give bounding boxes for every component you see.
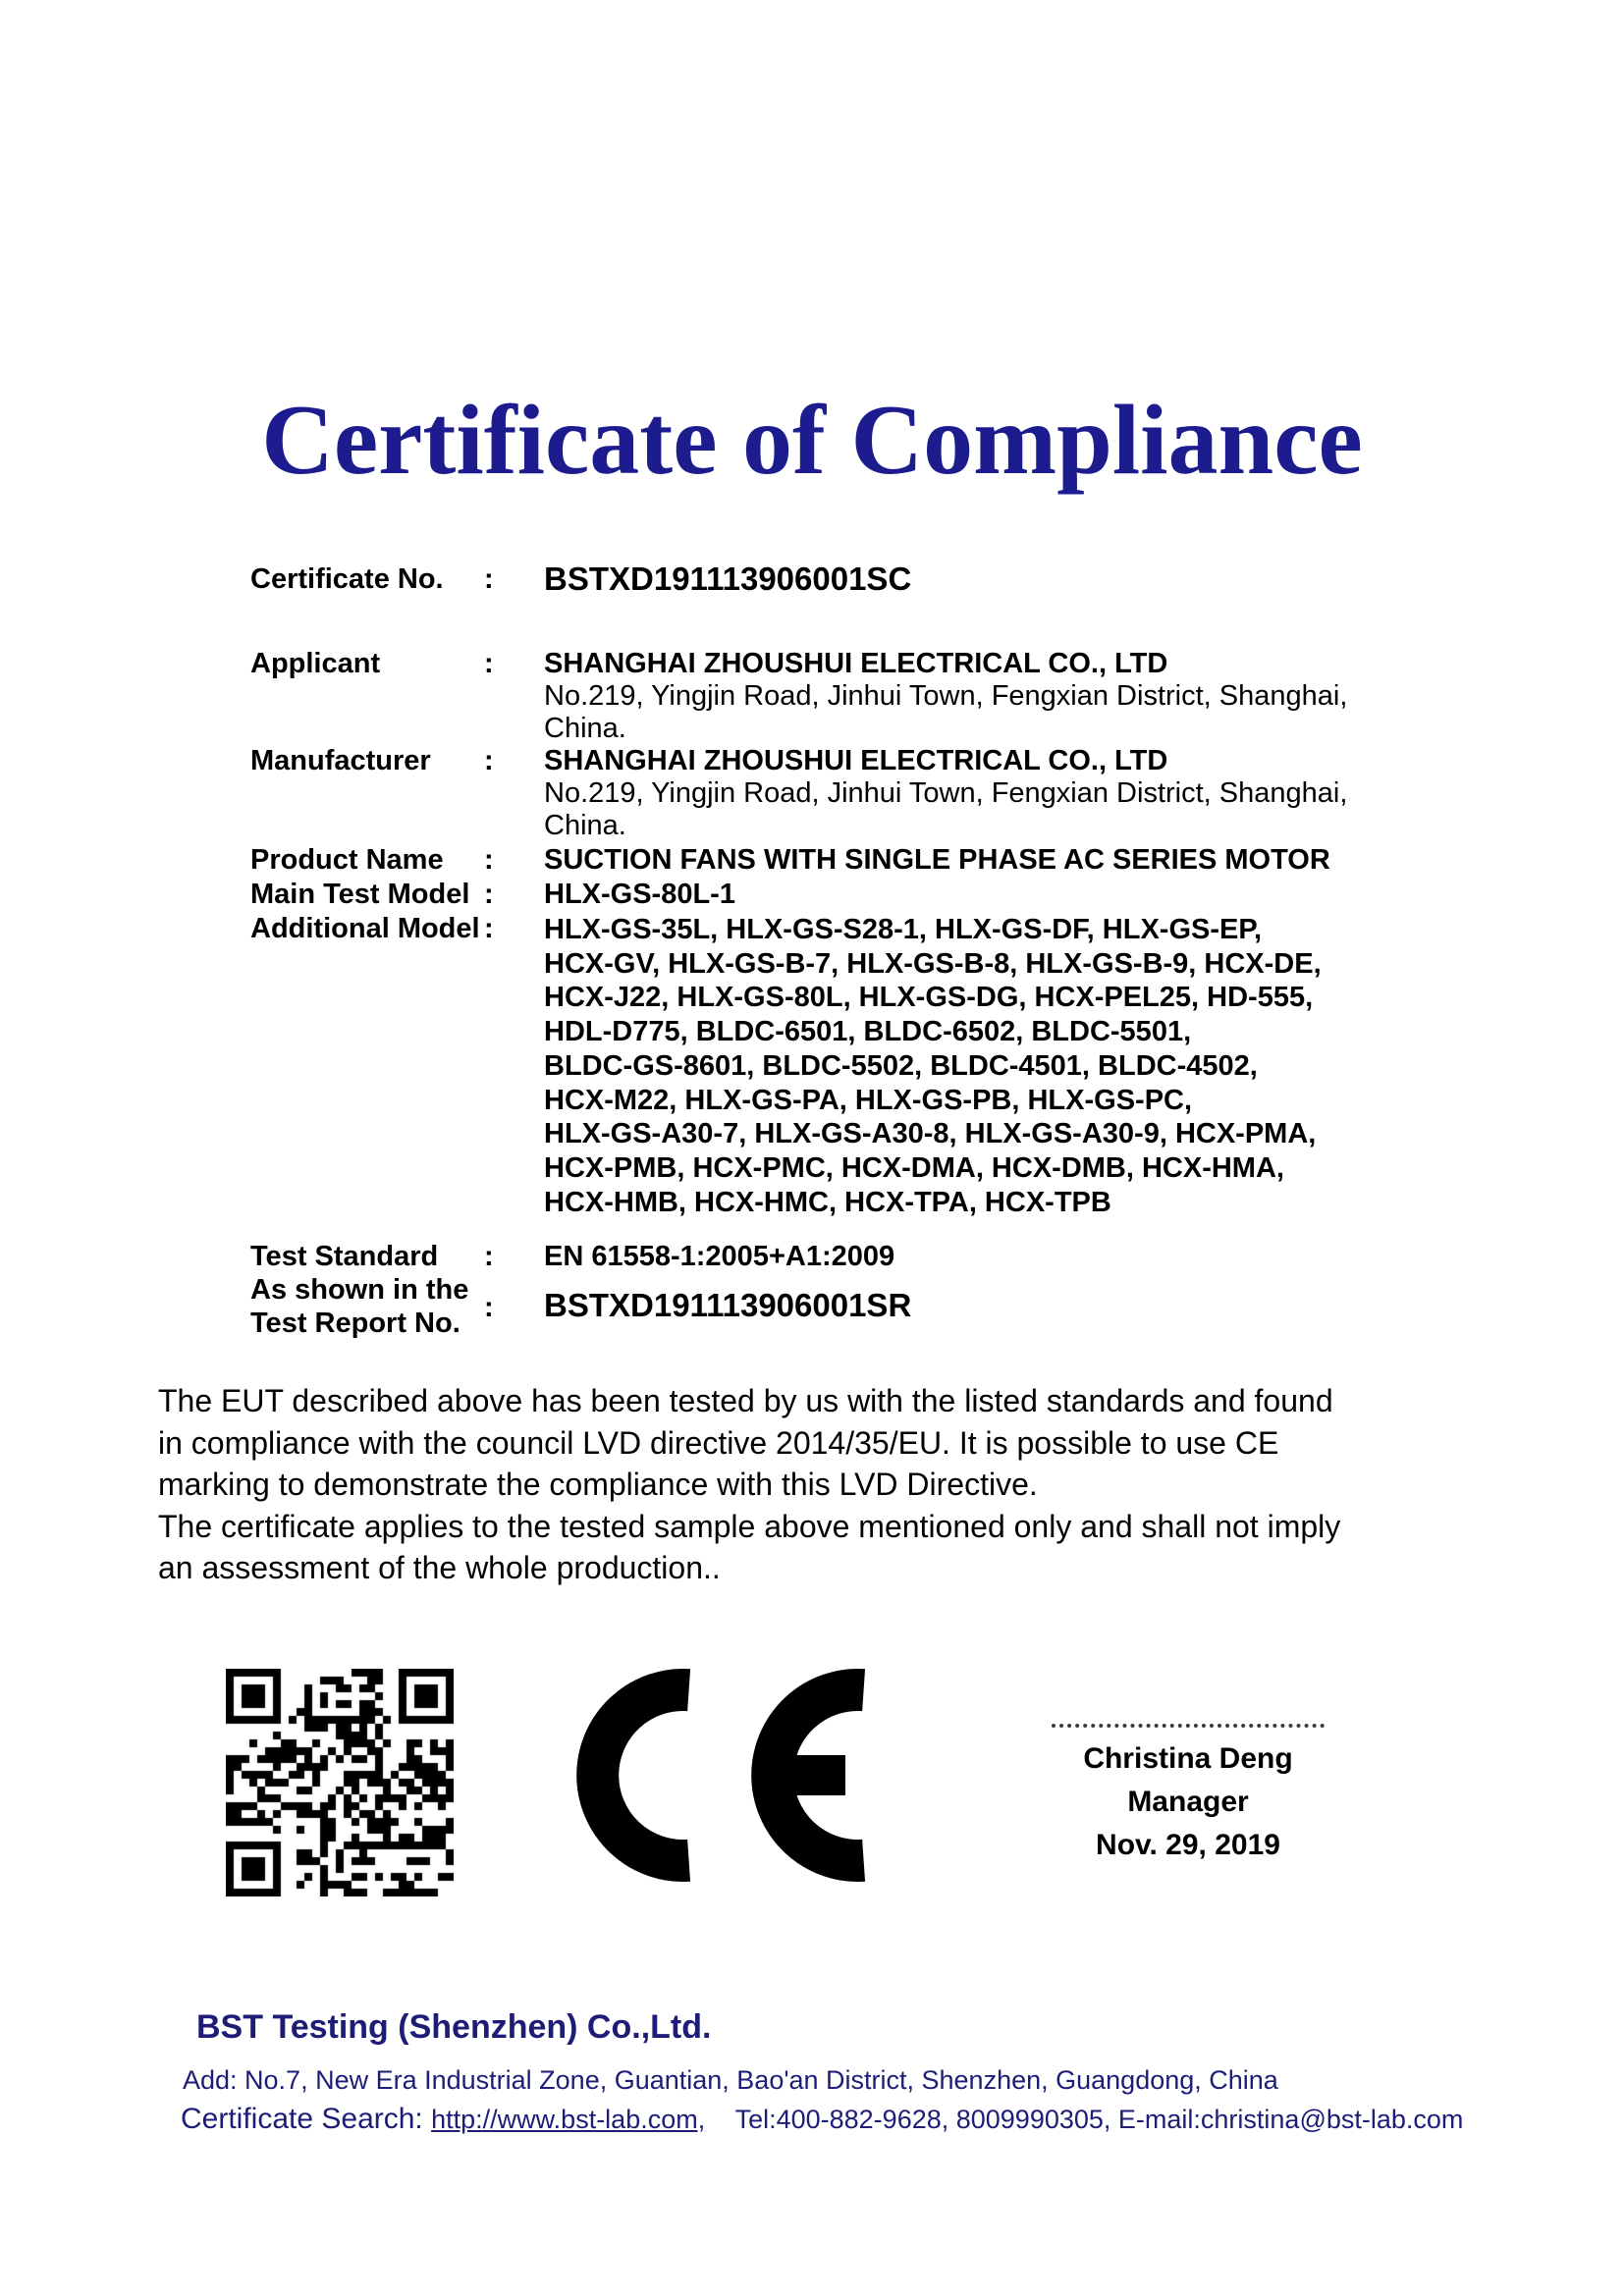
- certificate-no-value: BSTXD191113906001SC: [544, 561, 912, 597]
- model-list-line: BLDC-GS-8601, BLDC-5502, BLDC-4501, BLDC-4502,: [544, 1049, 1258, 1082]
- colon-separator: :: [484, 879, 494, 910]
- applicant-address-line2: China.: [544, 713, 626, 744]
- additional-model-value: [544, 913, 1322, 1219]
- qr-code-icon: [226, 1669, 454, 1896]
- certificate-search-link[interactable]: http://www.bst-lab.com,: [431, 2105, 706, 2134]
- colon-separator: :: [484, 563, 494, 595]
- applicant-label: Applicant: [250, 648, 381, 679]
- test-standard-label-line1: Test Standard: [250, 1241, 439, 1272]
- model-list-line: HDL-D775, BLDC-6501, BLDC-6502, BLDC-5501,: [544, 1016, 1192, 1048]
- test-standard-label-line3: Test Report No.: [250, 1308, 460, 1339]
- manufacturer-address-line1: No.219, Yingjin Road, Jinhui Town, Fengxian District, Shanghai,: [544, 777, 1348, 809]
- signatory-role: Manager: [1127, 1786, 1249, 1818]
- product-name-label: Product Name: [250, 844, 444, 876]
- certificate-no-label: Certificate No.: [250, 563, 444, 595]
- main-test-model-label: Main Test Model: [250, 879, 470, 910]
- signature-dotted-line: [1052, 1724, 1325, 1728]
- manufacturer-label: Manufacturer: [250, 745, 431, 776]
- model-list-line: HCX-GV, HLX-GS-B-7, HLX-GS-B-8, HLX-GS-B-9, HCX-DE,: [544, 947, 1322, 980]
- certificate-title: Certificate of Compliance: [261, 385, 1363, 496]
- test-standard-value: EN 61558-1:2005+A1:2009: [544, 1241, 895, 1272]
- product-name-value: SUCTION FANS WITH SINGLE PHASE AC SERIES MOTOR: [544, 844, 1330, 876]
- test-standard-label-line2: As shown in the: [250, 1274, 469, 1306]
- issuer-address: Add: No.7, New Era Industrial Zone, Guantian, Bao'an District, Shenzhen, Guangdong, China: [183, 2065, 1278, 2095]
- contact-info: Tel:400-882-9628, 8009990305, E-mail:christina@bst-lab.com: [734, 2105, 1464, 2134]
- signature-date: Nov. 29, 2019: [1096, 1829, 1280, 1861]
- test-report-no-value: BSTXD191113906001SR: [544, 1287, 912, 1323]
- model-list-line: HCX-J22, HLX-GS-80L, HLX-GS-DG, HCX-PEL25, HD-555,: [544, 982, 1314, 1014]
- signatory-name: Christina Deng: [1083, 1742, 1293, 1775]
- colon-separator: :: [484, 648, 494, 679]
- manufacturer-value: [544, 745, 1347, 842]
- colon-separator: :: [484, 1292, 494, 1323]
- certificate-search-label: Certificate Search:: [181, 2103, 423, 2135]
- manufacturer-address-line2: China.: [544, 810, 626, 841]
- colon-separator: :: [484, 745, 494, 776]
- footer-contact-line: [181, 2103, 1463, 2136]
- signature-block: [1021, 1724, 1355, 1867]
- applicant-company: SHANGHAI ZHOUSHUI ELECTRICAL CO., LTD: [544, 648, 1168, 679]
- statement-line: The certificate applies to the tested sample above mentioned only and shall not imply: [158, 1508, 1341, 1544]
- colon-separator: :: [484, 1241, 494, 1272]
- statement-line: in compliance with the council LVD directive 2014/35/EU. It is possible to use CE: [158, 1424, 1279, 1461]
- colon-separator: :: [484, 844, 494, 876]
- model-list-line: HCX-HMB, HCX-HMC, HCX-TPA, HCX-TPB: [544, 1186, 1111, 1218]
- additional-model-label: Additional Model: [250, 913, 480, 944]
- applicant-address-line1: No.219, Yingjin Road, Jinhui Town, Fengxian District, Shanghai,: [544, 680, 1348, 712]
- model-list-line: HLX-GS-A30-7, HLX-GS-A30-8, HLX-GS-A30-9, HCX-PMA,: [544, 1118, 1317, 1150]
- colon-separator: :: [484, 913, 494, 944]
- model-list-line: HCX-PMB, HCX-PMC, HCX-DMA, HCX-DMB, HCX-HMA,: [544, 1151, 1284, 1184]
- statement-line: an assessment of the whole production..: [158, 1550, 721, 1585]
- model-list-line: HCX-M22, HLX-GS-PA, HLX-GS-PB, HLX-GS-PC,: [544, 1084, 1193, 1116]
- applicant-value: [544, 648, 1347, 745]
- statement-line: marking to demonstrate the compliance with this LVD Directive.: [158, 1467, 1038, 1502]
- manufacturer-company: SHANGHAI ZHOUSHUI ELECTRICAL CO., LTD: [544, 745, 1168, 776]
- main-test-model-value: HLX-GS-80L-1: [544, 879, 735, 910]
- issuer-company-name: BST Testing (Shenzhen) Co.,Ltd.: [196, 2008, 712, 2046]
- compliance-statement: [158, 1380, 1493, 1589]
- statement-line: The EUT described above has been tested by us with the listed standards and found: [158, 1383, 1333, 1418]
- ce-mark-icon: [576, 1669, 867, 1882]
- model-list-line: HLX-GS-35L, HLX-GS-S28-1, HLX-GS-DF, HLX-GS-EP,: [544, 914, 1263, 945]
